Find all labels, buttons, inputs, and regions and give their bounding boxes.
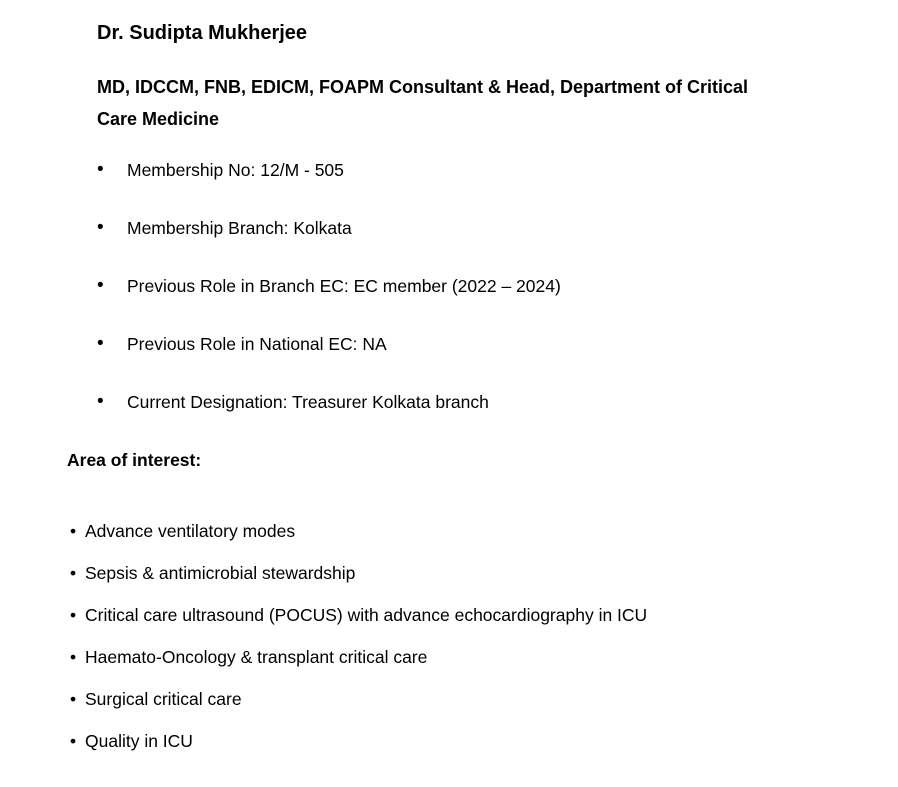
- list-item: • Surgical critical care: [70, 688, 838, 710]
- list-item: • Membership No: 12/M - 505: [97, 159, 838, 181]
- list-item: • Advance ventilatory modes: [70, 520, 838, 542]
- list-item: • Critical care ultrasound (POCUS) with advance echocardiography in ICU: [70, 604, 838, 626]
- list-item: • Haemato-Oncology & transplant critical care: [70, 646, 838, 668]
- profile-name: Dr. Sudipta Mukherjee: [97, 22, 308, 44]
- list-item: • Current Designation: Treasurer Kolkata branch: [97, 391, 838, 413]
- list-item: • Previous Role in National EC: NA: [97, 333, 838, 355]
- area-of-interest-list: [70, 520, 838, 752]
- list-item: • Membership Branch: Kolkata: [97, 217, 838, 239]
- list-item: • Quality in ICU: [70, 730, 838, 752]
- membership-list: [97, 159, 838, 413]
- list-item: • Sepsis & antimicrobial stewardship: [70, 562, 838, 584]
- list-item: • Previous Role in Branch EC: EC member (2022 – 2024): [97, 275, 838, 297]
- area-of-interest-heading: Area of interest:: [67, 450, 202, 470]
- profile-credentials: MD, IDCCM, FNB, EDICM, FOAPM Consultant & Head, Department of Critical Care Medicine: [97, 77, 749, 129]
